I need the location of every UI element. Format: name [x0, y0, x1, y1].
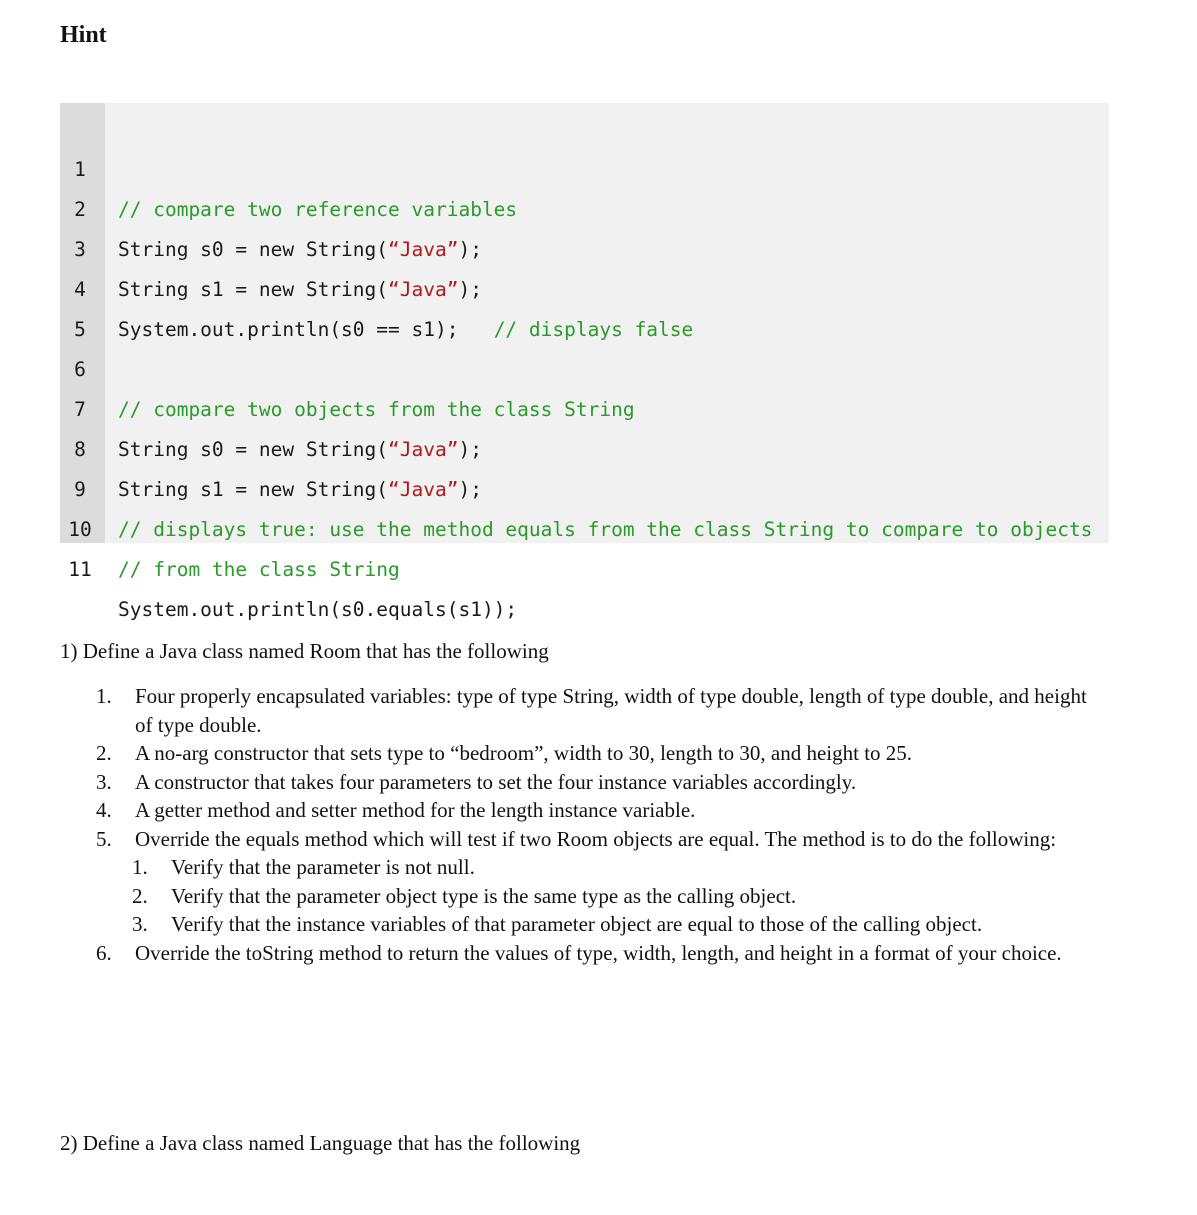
code-text	[118, 590, 517, 630]
code-comment: // displays true: use the method equals from the class String to compare to objects	[118, 518, 1093, 541]
list-item-text: Four properly encapsulated variables: type of type String, width of type double, length of type double, and height of type double.	[135, 684, 1087, 737]
code-comment: // compare two objects from the class String	[118, 398, 635, 421]
code-text	[118, 550, 400, 590]
code-token: );	[458, 478, 482, 501]
code-string: “Java”	[388, 478, 459, 501]
code-comment: // from the class String	[118, 558, 400, 581]
code-token: );	[458, 278, 482, 301]
line-number: 10	[68, 518, 92, 541]
code-line	[60, 310, 1109, 421]
code-token: String s0 = new String(	[118, 238, 389, 261]
line-number: 4	[74, 278, 86, 301]
code-block	[60, 103, 1109, 621]
list-number: 1.	[132, 855, 148, 879]
code-token: String s0 = new String(	[118, 438, 389, 461]
equals-steps-list	[96, 853, 1096, 939]
list-item	[96, 796, 1096, 825]
sub-list-container	[96, 853, 1096, 939]
code-comment: // displays false	[493, 318, 694, 341]
code-token: String s1 = new String(	[118, 478, 389, 501]
hint-heading: Hint	[60, 22, 107, 48]
list-number: 5.	[96, 826, 112, 851]
code-token: System.out.println(s0 == s1);	[118, 318, 494, 341]
list-number: 1.	[96, 684, 112, 708]
list-number: 3.	[96, 769, 112, 794]
code-string: “Java”	[388, 438, 459, 461]
line-number: 7	[74, 398, 86, 421]
line-number: 8	[74, 438, 86, 461]
list-item-text: A no-arg constructor that sets type to “bedroom”, width to 30, length to 30, and height to 25.	[135, 741, 913, 765]
list-item	[96, 768, 1096, 797]
code-line	[60, 110, 1109, 221]
list-item	[96, 739, 1096, 768]
code-token: String s1 = new String(	[118, 278, 389, 301]
list-number: 6.	[96, 940, 112, 965]
task1-list	[96, 682, 1096, 967]
line-number: 3	[74, 238, 86, 261]
list-item-text: Verify that the instance variables of that parameter object are equal to those of the calling object.	[171, 912, 983, 936]
code-token: );	[458, 438, 482, 461]
list-item	[96, 825, 1096, 854]
code-string: “Java”	[388, 238, 459, 261]
task2-intro: 2) Define a Java class named Language that has the following	[60, 1131, 581, 1155]
line-number: 5	[74, 318, 86, 341]
line-number: 1	[74, 158, 86, 181]
line-number: 6	[74, 358, 86, 381]
line-number: 9	[74, 478, 86, 501]
code-string: “Java”	[388, 278, 459, 301]
code-token: System.out.println(s0.equals(s1));	[118, 598, 518, 621]
sub-list-item	[96, 882, 1096, 911]
list-number: 2.	[132, 883, 148, 908]
list-item-text: Verify that the parameter is not null.	[171, 855, 475, 879]
line-number: 11	[68, 558, 92, 581]
list-item-text: Override the toString method to return the values of type, width, length, and height in a format of your choice.	[135, 940, 1062, 965]
list-item-text: A constructor that takes four parameters to set the four instance variables accordingly.	[135, 769, 857, 794]
sub-list-item	[96, 853, 1096, 882]
list-number: 4.	[96, 798, 112, 822]
list-item-text: A getter method and setter method for the length instance variable.	[135, 798, 696, 822]
list-item-text: Override the equals method which will test if two Room objects are equal. The method is to do the following:	[135, 826, 1057, 851]
task1-intro: 1) Define a Java class named Room that has the following	[60, 639, 549, 663]
list-item	[96, 939, 1096, 968]
code-comment: // compare two reference variables	[118, 198, 518, 221]
code-token: );	[458, 238, 482, 261]
list-number: 3.	[132, 912, 148, 936]
sub-list-item	[96, 910, 1096, 939]
list-number: 2.	[96, 741, 112, 765]
line-number: 2	[74, 198, 86, 221]
list-item-text: Verify that the parameter object type is the same type as the calling object.	[171, 883, 797, 908]
list-item	[96, 682, 1096, 739]
